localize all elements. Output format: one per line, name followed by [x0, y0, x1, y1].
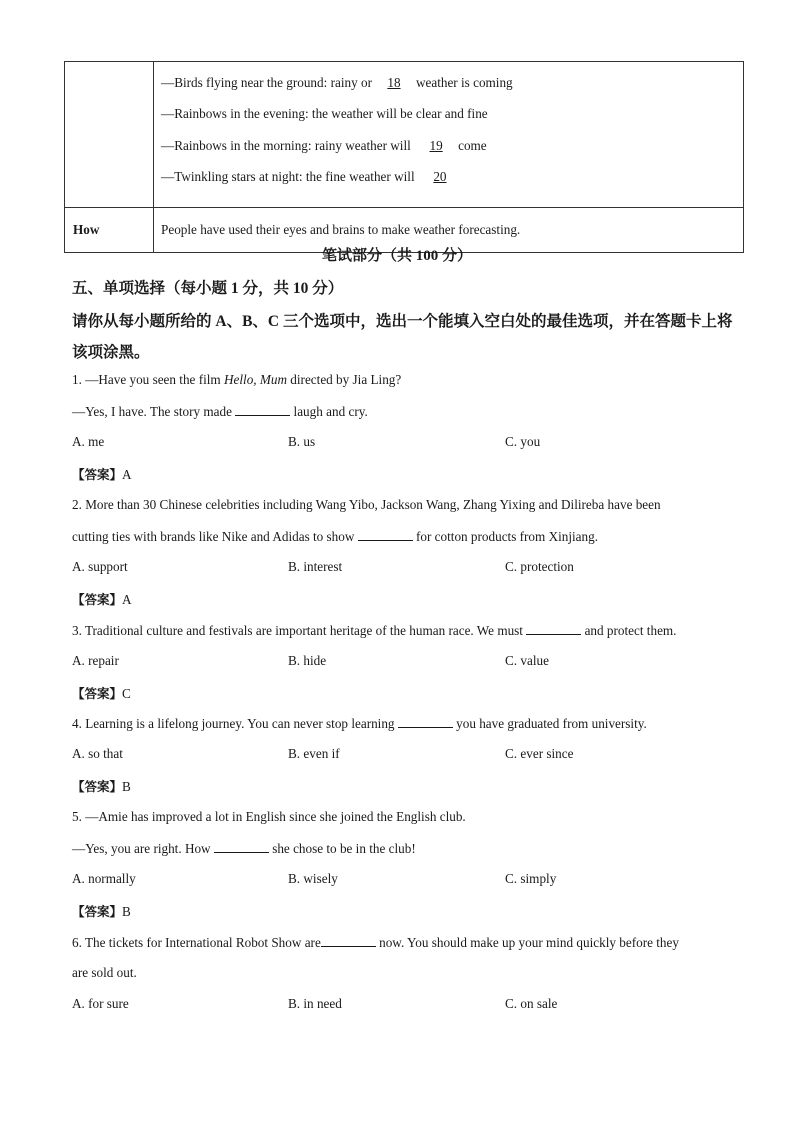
option-c[interactable]: C. you [505, 434, 541, 449]
answer-tag: 【答案】 [72, 467, 123, 482]
option-c[interactable]: C. value [505, 653, 549, 668]
question-1-reply: —Yes, I have. The story made laugh and cry. [72, 404, 368, 419]
option-b[interactable]: B. even if [288, 746, 340, 761]
blank-19: 19 [429, 137, 443, 153]
answer-blank [358, 528, 413, 541]
answer-value: C [122, 686, 131, 701]
table-label-cell [65, 62, 154, 208]
answer-line [72, 777, 131, 795]
answer-tag: 【答案】 [72, 779, 123, 794]
blank-18: 18 [387, 75, 401, 90]
answer-blank [214, 840, 269, 853]
question-1: 1. —Have you seen the film Hello, Mum directed by Jia Ling? [72, 372, 402, 387]
option-a[interactable]: A. repair [72, 653, 119, 668]
answer-value: A [122, 467, 132, 482]
answer-line [72, 465, 132, 483]
answer-line [72, 902, 131, 920]
table-content-cell [154, 62, 744, 208]
answer-value: A [122, 592, 132, 607]
option-a[interactable]: A. support [72, 559, 128, 574]
option-a[interactable]: A. me [72, 434, 105, 449]
answer-blank [235, 403, 290, 416]
answer-blank [398, 715, 453, 728]
section-title: 笔试部分（共 100 分） [321, 248, 472, 264]
answer-line [72, 684, 131, 702]
question-6: 6. The tickets for International Robot Show are now. You should make up your mind quickly before they [72, 935, 679, 950]
option-c[interactable]: C. on sale [505, 996, 558, 1011]
answer-blank [321, 934, 376, 947]
blank-20: 20 [433, 168, 447, 184]
question-6-cont: are sold out. [72, 965, 137, 980]
answer-value: B [122, 779, 131, 794]
option-b[interactable]: B. wisely [288, 871, 338, 886]
option-b[interactable]: B. us [288, 434, 316, 449]
option-a[interactable]: A. for sure [72, 996, 129, 1011]
weather-sign-line: —Birds flying near the ground: rainy or 18 weather is coming [161, 75, 513, 90]
table-row [65, 62, 744, 208]
question-3: 3. Traditional culture and festivals are important heritage of the human race. We must and protect them. [72, 623, 677, 638]
option-a[interactable]: A. so that [72, 746, 123, 761]
question-5: 5. —Amie has improved a lot in English since she joined the English club. [72, 809, 466, 824]
option-b[interactable]: B. in need [288, 996, 342, 1011]
question-4: 4. Learning is a lifelong journey. You can never stop learning you have graduated from university. [72, 716, 647, 731]
question-2: 2. More than 30 Chinese celebrities including Wang Yibo, Jackson Wang, Zhang Yixing and Dilireba have been [72, 497, 661, 512]
part-instruction: 请你从每小题所给的 A、B、C 三个选项中，选出一个能填入空白处的最佳选项，并在答题卡上将该项涂黑。 [72, 313, 733, 361]
table-how-text: People have used their eyes and brains to make weather forecasting. [154, 208, 744, 253]
answer-tag: 【答案】 [72, 686, 123, 701]
weather-sign-line: —Twinkling stars at night: the fine weather will 20 [161, 168, 742, 199]
weather-sign-line: —Rainbows in the morning: rainy weather will 19 come [161, 137, 487, 153]
weather-sign-line: —Rainbows in the evening: the weather will be clear and fine [161, 106, 488, 122]
option-a[interactable]: A. normally [72, 871, 136, 886]
answer-tag: 【答案】 [72, 592, 123, 607]
option-c[interactable]: C. protection [505, 559, 574, 574]
option-c[interactable]: C. simply [505, 871, 557, 886]
answer-blank [526, 622, 581, 635]
part-heading: 五、单项选择（每小题 1 分，共 10 分） [72, 280, 344, 297]
table-label-how: How [65, 208, 154, 253]
answer-line [72, 590, 132, 608]
question-5-reply: —Yes, you are right. How she chose to be in the club! [72, 841, 416, 856]
option-b[interactable]: B. interest [288, 559, 343, 574]
answer-tag: 【答案】 [72, 904, 123, 919]
answer-value: B [122, 904, 131, 919]
option-c[interactable]: C. ever since [505, 746, 574, 761]
question-2-cont: cutting ties with brands like Nike and Adidas to show for cotton products from Xinjiang. [72, 529, 599, 544]
weather-table [64, 61, 744, 253]
option-b[interactable]: B. hide [288, 653, 327, 668]
